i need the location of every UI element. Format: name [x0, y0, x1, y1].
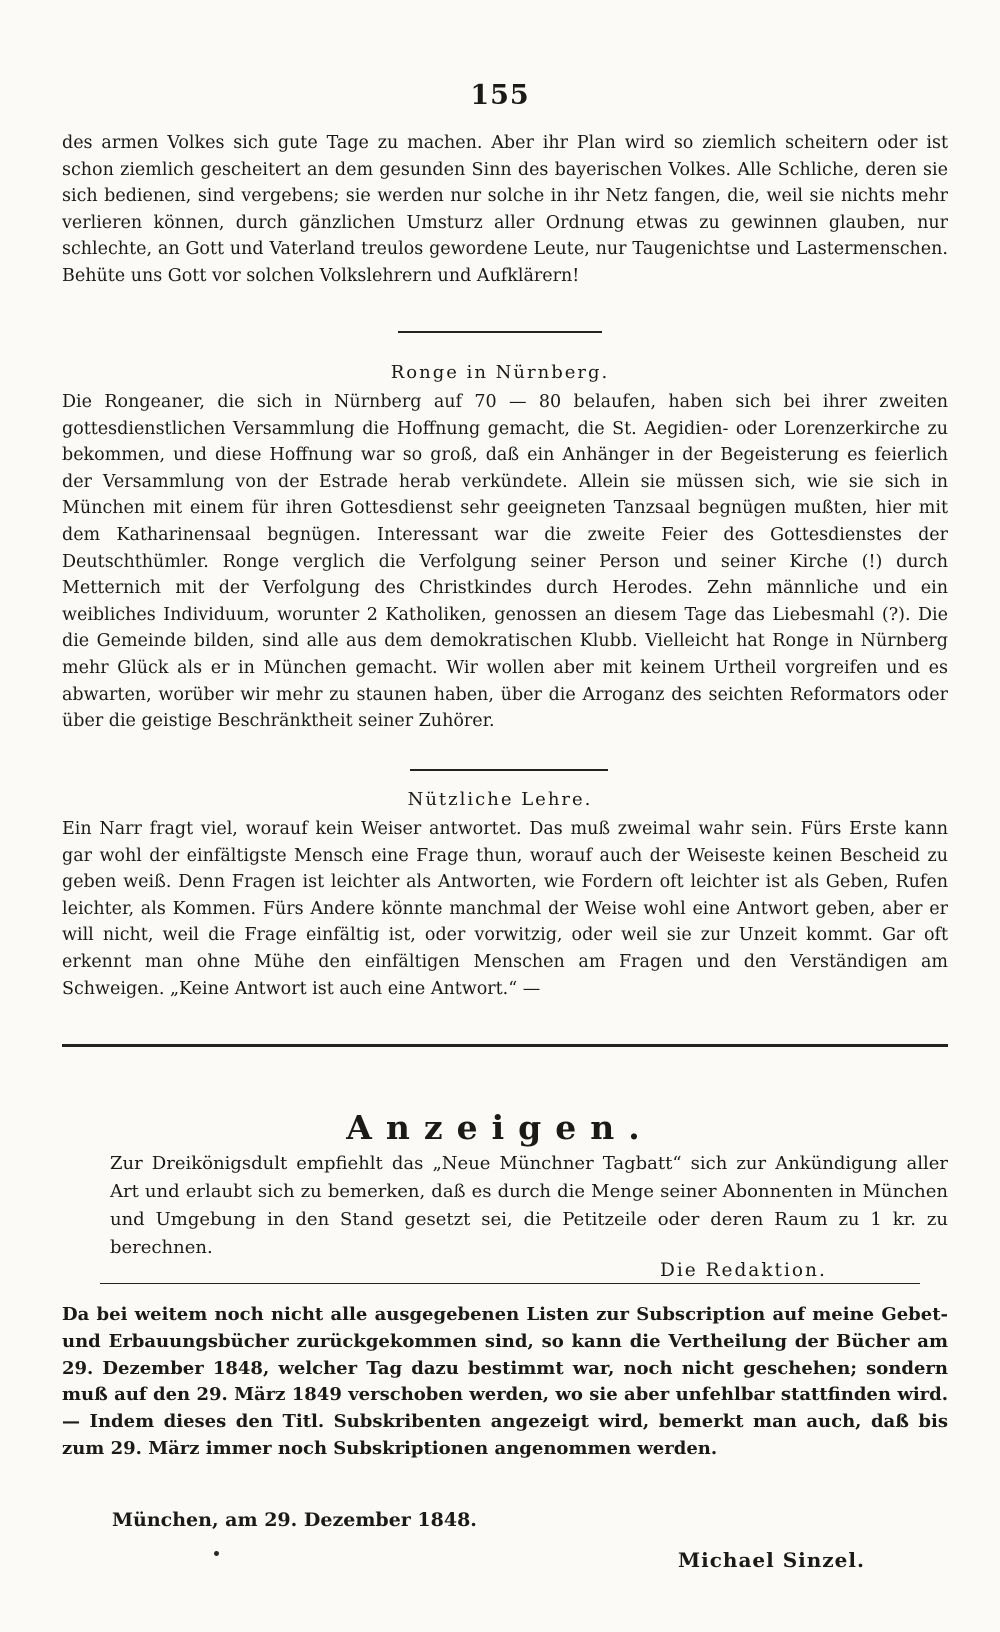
section-title-ronge: Ronge in Nürnberg. — [390, 362, 610, 383]
section-title-lehre: Nützliche Lehre. — [407, 789, 593, 810]
place-date: München, am 29. Dezember 1848. — [112, 1509, 477, 1531]
section-divider — [410, 769, 608, 771]
tagblatt-notice: Zur Dreikönigsdult empfiehlt das „Neue Münchner Tagbatt“ sich zur Ankündigung aller Art und erlaubt sich zu bemerken, daß es durch die Menge seiner Abonnenten in München und Umgebung in den Stand gesetzt sei, die Petitzeile oder deren Raum zu 1 kr. zu berechnen. — [110, 1153, 948, 1258]
tagblatt-signature: Die Redaktion. — [660, 1260, 827, 1281]
ads-heading: Anzeigen. — [346, 1108, 654, 1147]
intro-paragraph: des armen Volkes sich gute Tage zu machen. Aber ihr Plan wird so ziemlich scheitern oder ist schon ziemlich gescheitert an dem gesunden Sinn des bayerischen Volkes. Alle Schliche, deren sie sich bedienen, sind vergebens; sie werden nur solche in ihr Netz fangen, die, weil sie nichts mehr verlieren können, durch gänzlichen Umsturz aller Ordnung etwas zu gewinnen glauben, nur schlechte, an Gott und Vaterland treulos gewordene Leute, nur Taugenichtse und Lastermenschen. Behüte uns Gott vor solchen Volkslehrern und Aufklärern! — [62, 133, 948, 286]
notice-divider — [100, 1283, 920, 1284]
ink-dot — [214, 1551, 219, 1556]
section-body-lehre: Ein Narr fragt viel, worauf kein Weiser antwortet. Das muß zweimal wahr sein. Fürs Erste kann gar wohl der einfältigste Mensch eine Frage thun, worauf auch der Weiseste keinen Bescheid zu geben weiß. Denn Fragen ist leichter als Antworten, wie Fordern oft leichter ist als Geben, Rufen leichter, als Kommen. Fürs Andere könnte manchmal der Weise wohl eine Antwort geben, aber er will nicht, weil die Frage einfältig ist, oder vorwitzig, oder weil sie zur Unzeit kommt. Gar oft erkennt man ohne Mühe den einfältigen Menschen am Fragen und den Verständigen am Schweigen. „Keine Antwort ist auch eine Antwort.“ — — [62, 819, 948, 999]
author-signature: Michael Sinzel. — [678, 1548, 865, 1572]
section-body-ronge: Die Rongeaner, die sich in Nürnberg auf 70 — 80 belaufen, haben sich bei ihrer zweiten gottesdienstlichen Versammlung die Hoffnung gemacht, die St. Aegidien- oder Lorenzerkirche zu bekommen, und diese Hoffnung war so groß, daß ein Anhänger in der Begeisterung es feierlich der Versammlung von der Estrade herab verkündete. Allein sie müssen sich, wie sie sich in München mit einem für ihren Gottesdienst sehr geeigneten Tanzsaal begnügen mußten, hier mit dem Katharinensaal begnügen. Interessant war die zweite Feier des Gottesdienstes der Deutschthümler. Ronge verglich die Verfolgung seiner Person und seiner Kirche (!) durch Metternich mit der Verfolgung des Christkindes durch Herodes. Zehn männliche und ein weibliches Individuum, worunter 2 Katholiken, genossen an diesem Tage das Liebesmahl (?). Die die Gemeinde bilden, sind alle aus dem demokratischen Klubb. Vielleicht hat Ronge in Nürnberg mehr Glück als er in München gemacht. Wir wollen aber mit keinem Urtheil vorgreifen und es abwarten, worüber wir mehr zu staunen haben, über die Arroganz des seichten Reformators oder über die geistige Beschränktheit seiner Zuhörer. — [62, 392, 948, 732]
ads-divider — [62, 1044, 948, 1047]
subscription-notice: Da bei weitem noch nicht alle ausgegebenen Listen zur Subscription auf meine Gebet- und Erbauungsbücher zurückgekommen sind, so kann die Vertheilung der Bücher am 29. Dezember 1848, welcher Tag dazu bestimmt war, noch nicht geschehen; sondern muß auf den 29. März 1849 verschoben werden, wo sie aber unfehlbar stattfinden wird. — Indem dieses den Titl. Subskribenten angezeigt wird, bemerkt man auch, daß bis zum 29. März immer noch Subskriptionen angenommen werden. — [62, 1304, 948, 1459]
page-number: 155 — [470, 80, 530, 111]
section-divider — [398, 331, 602, 333]
